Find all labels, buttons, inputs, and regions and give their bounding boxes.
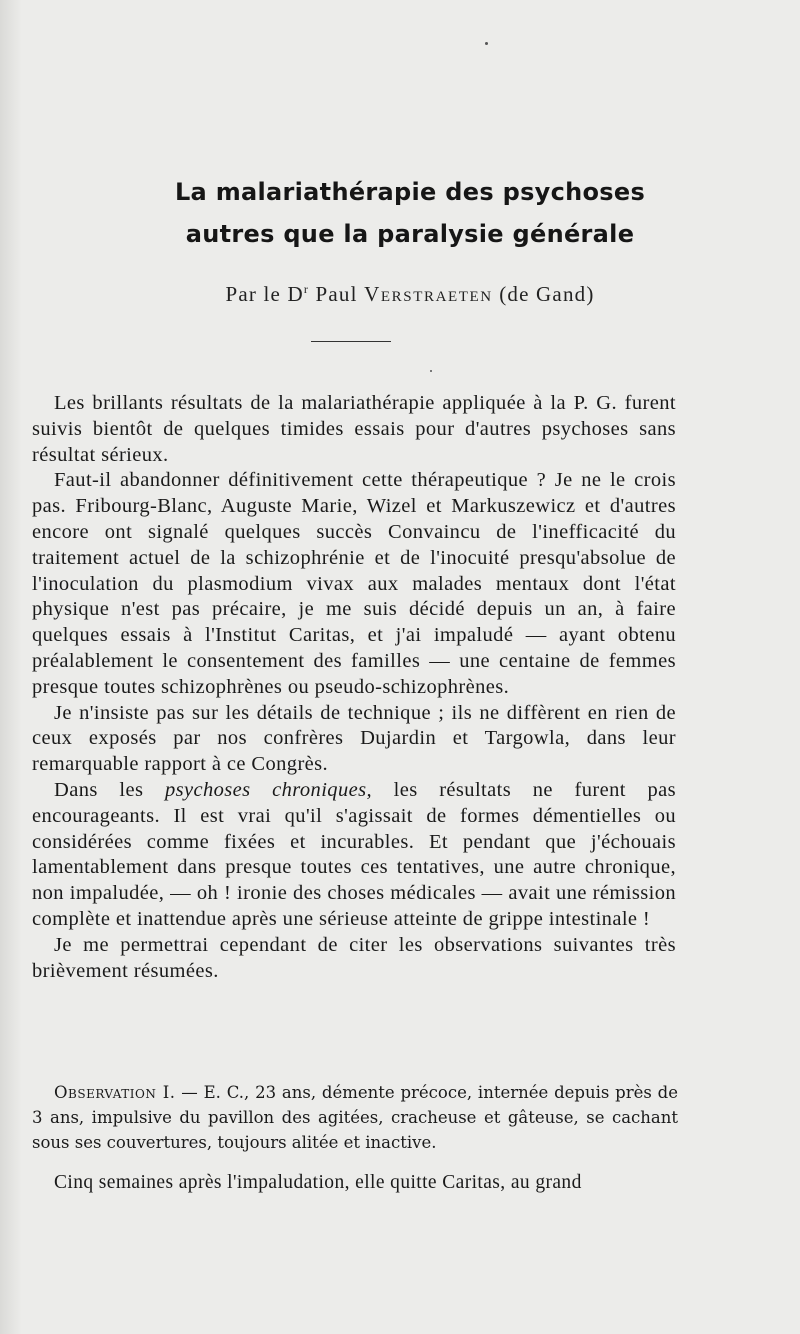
paragraph: Je me permettrai cependant de citer les observations suivantes très brièvement résumées. [32, 933, 676, 982]
paragraph-part: Dans les [54, 778, 165, 801]
paragraph-part: les résultats ne furent pas encourageants. Il est vrai qu'il s'agissait de formes démentielles ou considérées comme fixées et incurables. Et pendant que j'échouais lamentablement dans presque toutes ces tentatives, une autre chronique, non impaludée, — oh ! ironie des choses médicales — avait une rémission complète et inattendue après une sérieuse atteinte de grippe intestinale ! [32, 778, 676, 930]
paper-speck [485, 42, 488, 45]
paragraph: Faut-il abandonner définitivement cette thérapeutique ? Je ne le crois pas. Fribourg-Blanc, Auguste Marie, Wizel et Markuszewicz et d'autres encore ont signalé quelques succès Convaincu de l'inefficacité du traitement actuel de la schizophrénie et de l'inocuité presqu'absolue de l'inoculation du plasmodium vivax aux malades mentaux dont l'état physique n'est pas précaire, je me suis décidé depuis un an, à faire quelques essais à l'Institut Caritas, et j'ai impaludé — ayant obtenu préalablement le consentement des familles — une centaine de femmes presque toutes schizophrènes ou pseudo-schizophrènes. [32, 469, 676, 698]
title-separator-rule [311, 341, 391, 342]
observation-label: Observation I. [54, 1083, 176, 1102]
observation-block [32, 1080, 678, 1155]
byline-prefix: Par le D [225, 282, 304, 306]
paragraph [32, 778, 676, 933]
author-first-name: Paul [315, 282, 358, 306]
paragraph: Je n'insiste pas sur les détails de technique ; ils ne diffèrent en rien de ceux exposés par nos confrères Dujardin et Targowla, dans leur remarquable rapport à ce Congrès. [32, 701, 676, 776]
paragraph: Cinq semaines après l'impaludation, elle quitte Caritas, au grand [54, 1172, 582, 1193]
article-title-line-1: La malariathérapie des psychoses [174, 178, 646, 206]
paragraph: Les brillants résultats de la malariathérapie appliquée à la P. G. furent suivis bientôt de quelques timides essais pour d'autres psychoses sans résultat sérieux. [32, 392, 676, 466]
observation-paragraph [32, 1080, 678, 1155]
author-location: (de Gand) [499, 282, 595, 306]
paragraph-emphasis: psychoses chroniques, [164, 778, 372, 801]
article-body [32, 391, 676, 984]
byline [10, 282, 800, 307]
observation-text: — E. C., 23 ans, démente précoce, internée depuis près de 3 ans, impulsive du pavillon des agitées, cracheuse et gâteuse, se cachant sous ses couvertures, toujours alitée et inactive. [32, 1083, 678, 1152]
byline-sup: r [303, 282, 310, 296]
paper-speck [430, 370, 432, 372]
article-title-line-2: autres que la paralysie générale [185, 220, 635, 248]
author-surname: Verstraeten [364, 282, 493, 306]
continuation-text [32, 1170, 676, 1195]
